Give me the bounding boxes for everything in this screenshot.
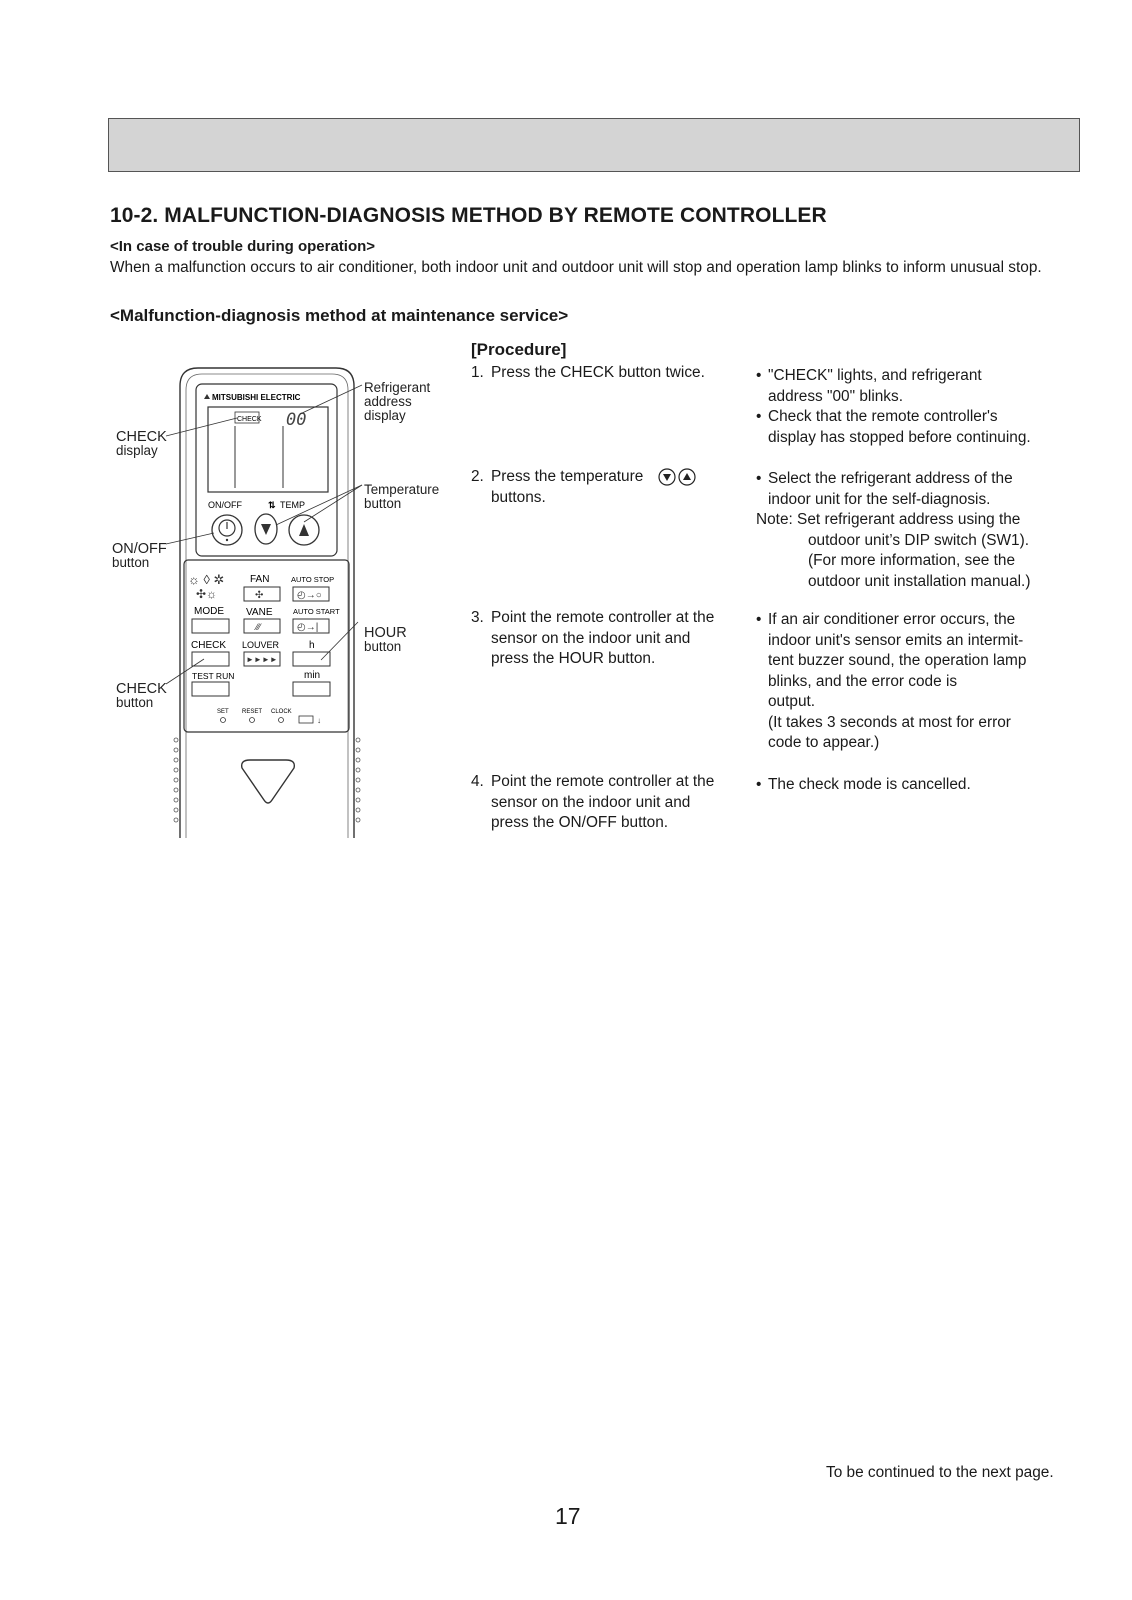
svg-text:►►►►: ►►►► <box>246 655 278 664</box>
svg-text:SET: SET <box>217 709 229 715</box>
callout-onoff-button: ON/OFF button <box>112 541 167 570</box>
svg-text:MODE: MODE <box>194 606 224 617</box>
svg-text:VANE: VANE <box>246 607 273 618</box>
svg-text:min: min <box>304 670 321 681</box>
temp-up-button[interactable] <box>289 515 319 545</box>
callout-check-display: CHECK display <box>116 429 167 458</box>
temp-down-button[interactable] <box>255 514 277 544</box>
test-run-button <box>192 682 229 696</box>
callout-hour-button: HOUR button <box>364 625 407 654</box>
mode-button <box>192 619 229 633</box>
note-bullet: • The check mode is cancelled. <box>756 775 1076 796</box>
svg-text:↓: ↓ <box>317 716 321 725</box>
mode-icons: ☼ ◊ ✲ <box>188 572 225 587</box>
note-bullet: • Check that the remote controller's display has stopped before continuing. <box>756 407 1076 448</box>
procedure-title: [Procedure] <box>471 340 567 359</box>
svg-text:RESET: RESET <box>242 709 263 715</box>
callout-temperature-button: Temperature button <box>364 482 440 511</box>
onoff-button[interactable] <box>212 515 242 545</box>
note-bullet: • "CHECK" lights, and refrigerant address "00" blinks. <box>756 366 1076 407</box>
svg-text:◴→○: ◴→○ <box>297 590 322 601</box>
header-bar <box>108 118 1080 172</box>
trouble-title: <In case of trouble during operation> <box>110 238 376 255</box>
hour-button <box>293 652 330 666</box>
note-text: Note: Set refrigerant address using the outdoor unit’s DIP switch (SW1). (For more information, see the outdoor unit installation manual.) <box>756 511 1031 590</box>
step-3-notes <box>756 610 1076 754</box>
svg-text:CHECK: CHECK <box>191 640 227 651</box>
svg-text:◴→|: ◴→| <box>297 622 319 633</box>
trouble-text: When a malfunction occurs to air conditioner, both indoor unit and outdoor unit will stop and operation lamp blinks to inform unusual stop. <box>110 259 1042 276</box>
procedure-step-3: 3. Point the remote controller at the sensor on the indoor unit and press the HOUR button. <box>471 609 715 667</box>
svg-text:✣☼: ✣☼ <box>196 587 218 601</box>
svg-text:⇅: ⇅ <box>268 500 276 510</box>
svg-text:CHECK: CHECK <box>237 416 262 423</box>
grip-right <box>356 738 360 822</box>
svg-text:AUTO START: AUTO START <box>293 607 340 616</box>
maintenance-title: <Malfunction-diagnosis method at maintenance service> <box>110 306 569 325</box>
svg-text:AUTO STOP: AUTO STOP <box>291 575 335 584</box>
svg-text:LOUVER: LOUVER <box>242 640 280 650</box>
svg-text:FAN: FAN <box>250 574 270 585</box>
cover-triangle <box>242 760 295 803</box>
note-bullet: • Select the refrigerant address of the indoor unit for the self-diagnosis. <box>756 469 1076 510</box>
svg-text:TEMP: TEMP <box>280 500 306 510</box>
page-number: 17 <box>555 1503 581 1529</box>
min-button <box>293 682 330 696</box>
procedure-step-2: 2. Press the temperature buttons. <box>471 467 749 508</box>
section-title: 10-2. MALFUNCTION-DIAGNOSIS METHOD BY REMOTE CONTROLLER <box>110 204 827 227</box>
callout-refrigerant-address-display: Refrigerant address display <box>364 380 431 423</box>
grip-left <box>174 738 178 822</box>
step-1-notes <box>756 366 1076 448</box>
svg-text:ON/OFF: ON/OFF <box>208 500 242 510</box>
step-4-notes <box>756 775 1076 796</box>
svg-text:✣: ✣ <box>255 590 264 601</box>
svg-text:h: h <box>309 640 315 651</box>
lcd-screen <box>208 407 328 492</box>
vane-button <box>244 619 280 633</box>
lcd-address-digits: 00 <box>286 410 307 430</box>
temp-buttons-icon <box>658 467 698 487</box>
svg-text:CLOCK: CLOCK <box>271 709 292 715</box>
procedure-step-1: 1. Press the CHECK button twice. <box>471 364 705 381</box>
step-2-notes <box>756 469 1076 592</box>
continued-note: To be continued to the next page. <box>826 1464 1054 1481</box>
callout-check-button: CHECK button <box>116 681 167 710</box>
svg-text:TEST RUN: TEST RUN <box>192 671 235 681</box>
svg-text:⁄⁄⁄: ⁄⁄⁄ <box>256 622 261 632</box>
note-bullet: • If an air conditioner error occurs, the indoor unit's sensor emits an intermit- tent buzzer sound, the operation lamp blinks, and the error code is output. (It takes 3 seconds at most for error code to appear.) <box>756 610 1076 754</box>
brand-logo: MITSUBISHI ELECTRIC <box>212 393 301 402</box>
check-button <box>192 652 229 666</box>
procedure-step-4: 4. Point the remote controller at the sensor on the indoor unit and press the ON/OFF button. <box>471 773 715 831</box>
